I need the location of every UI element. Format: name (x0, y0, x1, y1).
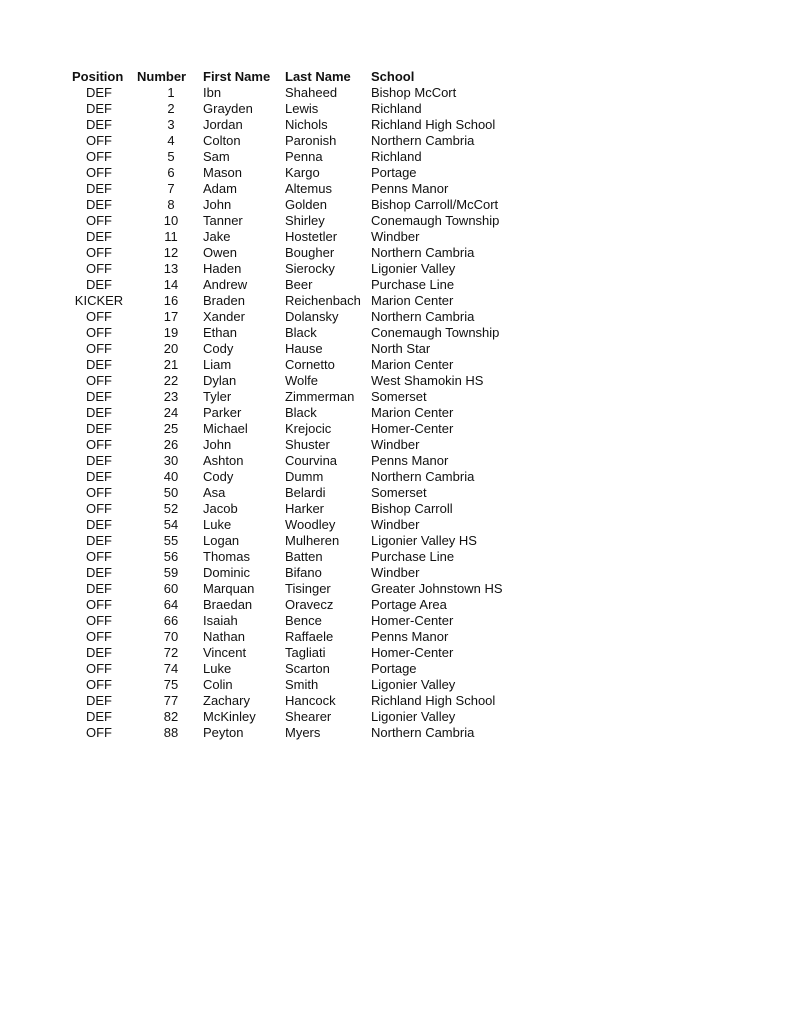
cell-last-name: Krejocic (285, 421, 332, 436)
cell-school: Northern Cambria (371, 469, 475, 484)
cell-first-name: Zachary (203, 693, 250, 708)
cell-last-name: Scarton (285, 661, 330, 676)
cell-last-name: Bougher (285, 245, 335, 260)
cell-first-name: Thomas (203, 549, 250, 564)
cell-last-name: Dolansky (285, 309, 339, 324)
table-row (66, 133, 531, 149)
cell-first-name: Braden (203, 293, 245, 308)
cell-position: DEF (86, 389, 112, 404)
cell-school: Bishop Carroll/McCort (371, 197, 499, 212)
cell-first-name: Peyton (203, 725, 244, 740)
cell-first-name: Adam (203, 181, 237, 196)
cell-last-name: Courvina (285, 453, 338, 468)
cell-number: 56 (163, 549, 179, 564)
cell-last-name: Myers (285, 725, 321, 740)
cell-number: 59 (163, 565, 179, 580)
table-row (66, 101, 531, 117)
cell-first-name: Haden (203, 261, 242, 276)
cell-school: Ligonier Valley (371, 261, 456, 276)
cell-number: 70 (163, 629, 179, 644)
table-row (66, 453, 531, 469)
cell-last-name: Cornetto (285, 357, 335, 372)
cell-first-name: Xander (203, 309, 245, 324)
cell-last-name: Bifano (285, 565, 322, 580)
table-row (66, 309, 531, 325)
cell-position: OFF (86, 661, 112, 676)
cell-position: DEF (86, 197, 112, 212)
cell-school: Penns Manor (371, 629, 449, 644)
cell-position: OFF (86, 677, 112, 692)
cell-number: 74 (163, 661, 179, 676)
cell-first-name: Logan (203, 533, 240, 548)
table-row (66, 693, 531, 709)
cell-number: 24 (163, 405, 179, 420)
cell-number: 13 (163, 261, 179, 276)
table-row (66, 373, 531, 389)
cell-last-name: Lewis (285, 101, 319, 116)
table-row (66, 725, 531, 741)
cell-last-name: Mulheren (285, 533, 340, 548)
cell-number: 88 (163, 725, 179, 740)
cell-first-name: Cody (203, 341, 234, 356)
table-row (66, 597, 531, 613)
table-row (66, 213, 531, 229)
cell-last-name: Harker (285, 501, 325, 516)
cell-position: OFF (86, 373, 112, 388)
cell-number: 50 (163, 485, 179, 500)
cell-position: OFF (86, 629, 112, 644)
cell-school: Somerset (371, 389, 427, 404)
table-row (66, 421, 531, 437)
cell-last-name: Hause (285, 341, 323, 356)
cell-position: DEF (86, 421, 112, 436)
cell-first-name: John (203, 437, 232, 452)
cell-number: 82 (163, 709, 179, 724)
cell-last-name: Black (285, 405, 317, 420)
cell-first-name: Liam (203, 357, 232, 372)
cell-last-name: Reichenbach (285, 293, 361, 308)
cell-last-name: Batten (285, 549, 323, 564)
cell-position: DEF (86, 693, 112, 708)
cell-last-name: Paronish (285, 133, 337, 148)
cell-first-name: Isaiah (203, 613, 238, 628)
table-row (66, 85, 531, 101)
table-row (66, 357, 531, 373)
cell-school: Richland (371, 149, 422, 164)
cell-position: OFF (86, 213, 112, 228)
cell-last-name: Shuster (285, 437, 330, 452)
cell-number: 2 (167, 101, 175, 116)
table-row (66, 341, 531, 357)
cell-first-name: Grayden (203, 101, 253, 116)
cell-school: Portage (371, 661, 417, 676)
cell-position: OFF (86, 613, 112, 628)
cell-school: Purchase Line (371, 277, 455, 292)
cell-number: 54 (163, 517, 179, 532)
cell-position: OFF (86, 725, 112, 740)
cell-last-name: Woodley (285, 517, 336, 532)
cell-position: DEF (86, 405, 112, 420)
cell-first-name: Ibn (203, 85, 222, 100)
cell-school: Windber (371, 437, 420, 452)
cell-position: DEF (86, 229, 112, 244)
cell-school: Homer-Center (371, 645, 454, 660)
cell-last-name: Dumm (285, 469, 324, 484)
cell-number: 6 (167, 165, 175, 180)
cell-position: DEF (86, 565, 112, 580)
cell-last-name: Tisinger (285, 581, 331, 596)
cell-last-name: Shirley (285, 213, 325, 228)
cell-school: Homer-Center (371, 613, 454, 628)
cell-number: 1 (167, 85, 175, 100)
cell-first-name: Michael (203, 421, 248, 436)
table-row (66, 197, 531, 213)
cell-number: 72 (163, 645, 179, 660)
cell-number: 8 (167, 197, 175, 212)
table-row (66, 405, 531, 421)
cell-school: West Shamokin HS (371, 373, 484, 388)
cell-school: Bishop McCort (371, 85, 457, 100)
table-row (66, 677, 531, 693)
cell-last-name: Sierocky (285, 261, 335, 276)
cell-number: 14 (163, 277, 179, 292)
cell-last-name: Penna (285, 149, 323, 164)
cell-first-name: Mason (203, 165, 243, 180)
header-school: School (371, 69, 415, 84)
cell-position: OFF (86, 261, 112, 276)
cell-school: Portage Area (371, 597, 447, 612)
cell-position: OFF (86, 437, 112, 452)
cell-first-name: Sam (203, 149, 230, 164)
cell-last-name: Golden (285, 197, 327, 212)
table-row (66, 549, 531, 565)
cell-school: Marion Center (371, 357, 454, 372)
cell-position: OFF (86, 245, 112, 260)
cell-school: Homer-Center (371, 421, 454, 436)
cell-number: 5 (167, 149, 175, 164)
cell-first-name: McKinley (203, 709, 256, 724)
cell-school: Penns Manor (371, 181, 449, 196)
cell-position: DEF (86, 469, 112, 484)
header-position: Position (72, 69, 124, 84)
cell-number: 20 (163, 341, 179, 356)
cell-first-name: Tanner (203, 213, 243, 228)
cell-school: Portage (371, 165, 417, 180)
table-row (66, 389, 531, 405)
table-row (66, 517, 531, 533)
cell-school: Somerset (371, 485, 427, 500)
cell-number: 30 (163, 453, 179, 468)
cell-last-name: Shaheed (285, 85, 338, 100)
cell-position: OFF (86, 485, 112, 500)
cell-school: Penns Manor (371, 453, 449, 468)
cell-last-name: Beer (285, 277, 313, 292)
cell-last-name: Bence (285, 613, 322, 628)
cell-first-name: Cody (203, 469, 234, 484)
cell-school: Northern Cambria (371, 309, 475, 324)
cell-number: 11 (164, 229, 178, 244)
cell-number: 3 (167, 117, 175, 132)
cell-last-name: Oravecz (285, 597, 334, 612)
cell-number: 7 (167, 181, 175, 196)
table-row (66, 501, 531, 517)
cell-school: Richland High School (371, 693, 496, 708)
cell-school: Purchase Line (371, 549, 455, 564)
cell-first-name: Asa (203, 485, 226, 500)
cell-first-name: Tyler (203, 389, 232, 404)
header-number: Number (137, 69, 187, 84)
cell-number: 16 (163, 293, 179, 308)
cell-school: Marion Center (371, 405, 454, 420)
cell-first-name: John (203, 197, 232, 212)
table-row (66, 709, 531, 725)
table-row (66, 181, 531, 197)
cell-position: DEF (86, 581, 112, 596)
cell-school: Northern Cambria (371, 725, 475, 740)
cell-school: Richland (371, 101, 422, 116)
cell-school: Windber (371, 229, 420, 244)
table-row (66, 581, 531, 597)
cell-last-name: Wolfe (285, 373, 318, 388)
cell-school: Marion Center (371, 293, 454, 308)
cell-school: Conemaugh Township (371, 325, 500, 340)
cell-number: 10 (163, 213, 179, 228)
cell-position: DEF (86, 277, 112, 292)
cell-position: OFF (86, 309, 112, 324)
cell-last-name: Belardi (285, 485, 326, 500)
cell-number: 64 (163, 597, 179, 612)
table-row (66, 533, 531, 549)
cell-first-name: Dylan (203, 373, 237, 388)
cell-school: Ligonier Valley (371, 677, 456, 692)
cell-first-name: Jordan (203, 117, 243, 132)
cell-first-name: Luke (203, 517, 232, 532)
cell-position: KICKER (74, 293, 124, 308)
table-row (66, 277, 531, 293)
table-row (66, 437, 531, 453)
cell-position: DEF (86, 357, 112, 372)
cell-first-name: Jacob (203, 501, 238, 516)
header-first-name: First Name (203, 69, 271, 84)
cell-number: 75 (163, 677, 179, 692)
cell-first-name: Andrew (203, 277, 248, 292)
cell-first-name: Parker (203, 405, 242, 420)
cell-number: 12 (163, 245, 179, 260)
cell-position: DEF (86, 709, 112, 724)
cell-number: 66 (163, 613, 179, 628)
cell-school: Bishop Carroll (371, 501, 453, 516)
cell-position: OFF (86, 149, 112, 164)
table-row (66, 229, 531, 245)
cell-number: 60 (163, 581, 179, 596)
cell-number: 55 (163, 533, 179, 548)
cell-position: OFF (86, 501, 112, 516)
cell-school: Ligonier Valley HS (371, 533, 477, 548)
cell-number: 26 (163, 437, 179, 452)
table-row (66, 325, 531, 341)
table-row (66, 165, 531, 181)
cell-first-name: Ashton (203, 453, 244, 468)
cell-number: 52 (163, 501, 179, 516)
cell-number: 22 (163, 373, 179, 388)
table-header-row (66, 69, 531, 85)
cell-school: Northern Cambria (371, 133, 475, 148)
cell-first-name: Colin (203, 677, 233, 692)
cell-first-name: Vincent (203, 645, 247, 660)
cell-position: DEF (86, 181, 112, 196)
table-row (66, 613, 531, 629)
cell-last-name: Smith (285, 677, 319, 692)
cell-number: 23 (163, 389, 179, 404)
cell-number: 25 (163, 421, 179, 436)
cell-last-name: Black (285, 325, 317, 340)
cell-position: OFF (86, 165, 112, 180)
cell-first-name: Colton (203, 133, 241, 148)
table-row (66, 117, 531, 133)
cell-position: OFF (86, 133, 112, 148)
cell-school: Conemaugh Township (371, 213, 500, 228)
cell-first-name: Jake (203, 229, 231, 244)
cell-first-name: Ethan (203, 325, 237, 340)
cell-last-name: Nichols (285, 117, 328, 132)
cell-school: Greater Johnstown HS (371, 581, 503, 596)
cell-school: Windber (371, 517, 420, 532)
roster-table (66, 69, 531, 741)
cell-position: DEF (86, 101, 112, 116)
cell-position: DEF (86, 533, 112, 548)
cell-position: OFF (86, 549, 112, 564)
table-row (66, 293, 531, 309)
cell-first-name: Nathan (203, 629, 245, 644)
cell-number: 19 (163, 325, 179, 340)
cell-position: DEF (86, 117, 112, 132)
table-row (66, 245, 531, 261)
header-last-name: Last Name (285, 69, 351, 84)
cell-number: 40 (163, 469, 179, 484)
cell-school: North Star (371, 341, 431, 356)
cell-last-name: Zimmerman (285, 389, 355, 404)
cell-first-name: Luke (203, 661, 232, 676)
cell-number: 21 (163, 357, 179, 372)
cell-school: Richland High School (371, 117, 496, 132)
cell-last-name: Shearer (285, 709, 332, 724)
cell-position: DEF (86, 85, 112, 100)
cell-school: Windber (371, 565, 420, 580)
cell-last-name: Hostetler (285, 229, 338, 244)
cell-position: DEF (86, 645, 112, 660)
cell-position: DEF (86, 517, 112, 532)
table-row (66, 469, 531, 485)
cell-first-name: Marquan (203, 581, 255, 596)
cell-number: 77 (163, 693, 179, 708)
cell-position: OFF (86, 325, 112, 340)
table-row (66, 629, 531, 645)
cell-first-name: Dominic (203, 565, 250, 580)
cell-position: OFF (86, 597, 112, 612)
cell-last-name: Kargo (285, 165, 320, 180)
table-row (66, 661, 531, 677)
cell-school: Ligonier Valley (371, 709, 456, 724)
cell-position: DEF (86, 453, 112, 468)
table-row (66, 261, 531, 277)
cell-last-name: Tagliati (285, 645, 326, 660)
table-row (66, 645, 531, 661)
cell-last-name: Altemus (285, 181, 332, 196)
cell-school: Northern Cambria (371, 245, 475, 260)
table-row (66, 149, 531, 165)
cell-number: 17 (163, 309, 179, 324)
cell-first-name: Owen (203, 245, 237, 260)
cell-first-name: Braedan (203, 597, 253, 612)
cell-number: 4 (167, 133, 175, 148)
table-row (66, 485, 531, 501)
cell-position: OFF (86, 341, 112, 356)
cell-last-name: Raffaele (285, 629, 334, 644)
roster-body (66, 85, 531, 741)
table-row (66, 565, 531, 581)
cell-last-name: Hancock (285, 693, 336, 708)
